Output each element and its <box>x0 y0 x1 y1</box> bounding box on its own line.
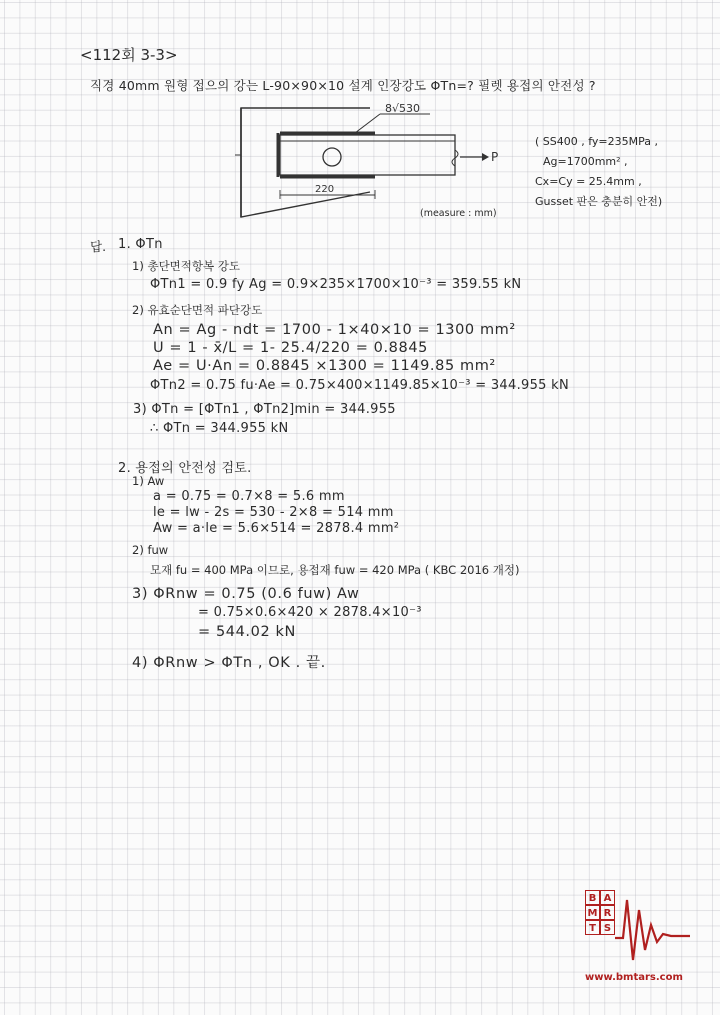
connection-diagram <box>235 100 505 225</box>
given-line-2: Ag=1700mm² , <box>543 155 628 168</box>
s2-part3-eq3: = 544.02 kN <box>198 624 296 640</box>
logo-url: www.bmtars.com <box>585 972 683 983</box>
s1-part2-eq3: Ae = U·An = 0.8845 ×1300 = 1149.85 mm² <box>153 358 496 374</box>
s1-part1-title: 1) 총단면적항복 강도 <box>132 259 240 273</box>
s1-part2-eq2: U = 1 - x̄/L = 1- 25.4/220 = 0.8845 <box>153 340 428 356</box>
gusset-plate-outline <box>241 108 370 217</box>
s1-part1-eq: ΦTn1 = 0.9 fy Ag = 0.9×235×1700×10⁻³ = 359.55 kN <box>150 277 522 292</box>
s2-part3-eq2: = 0.75×0.6×420 × 2878.4×10⁻³ <box>198 605 422 620</box>
logo-letter-m: M <box>585 905 600 920</box>
s1-part2-eq1: An = Ag - ndt = 1700 - 1×40×10 = 1300 mm² <box>153 322 516 338</box>
problem-statement: 직경 40mm 원형 접으의 강는 L-90×90×10 설계 인장강도 ΦTn=? 필렛 용접의 안전성 ? <box>90 78 596 93</box>
s2-part4-eq: 4) ΦRnw > ΦTn , OK . 끝. <box>132 655 326 671</box>
s2-part2-title: 2) fuw <box>132 543 169 557</box>
given-values <box>535 132 662 212</box>
s1-part3-eq2: ∴ ΦTn = 344.955 kN <box>150 421 289 436</box>
s2-part1-eq1: a = 0.75 = 0.7×8 = 5.6 mm <box>153 489 345 504</box>
load-label: P <box>491 150 499 164</box>
s1-part3-eq1: 3) ΦTn = [ΦTn1 , ΦTn2]min = 344.955 <box>133 402 396 417</box>
s2-part1-eq2: le = lw - 2s = 530 - 2×8 = 514 mm <box>153 505 394 520</box>
section-2-heading: 2. 용접의 안전성 검토. <box>118 461 252 476</box>
dimension-label: 220 <box>315 184 335 195</box>
bmtars-logo <box>585 890 690 990</box>
logo-letter-s: S <box>600 920 615 935</box>
answer-label: 답. <box>90 239 107 254</box>
s2-part3-eq1: 3) ΦRnw = 0.75 (0.6 fuw) Aw <box>132 586 360 602</box>
load-arrow-head <box>482 153 489 161</box>
logo-letter-b: B <box>585 890 600 905</box>
bolt-hole <box>323 148 341 166</box>
units-note: (measure : mm) <box>420 208 497 219</box>
pulse-graphic <box>615 890 690 968</box>
s1-part2-eq4: ΦTn2 = 0.75 fu·Ae = 0.75×400×1149.85×10⁻³ = 344.955 kN <box>150 378 569 393</box>
given-line-1: ( SS400 , fy=235MPa , <box>535 135 659 148</box>
section-1-heading: 1. ΦTn <box>118 237 163 252</box>
s2-part1-title: 1) Aw <box>132 474 165 488</box>
s1-part2-title: 2) 유효순단면적 파단강도 <box>132 303 263 317</box>
logo-letter-t: T <box>585 920 600 935</box>
logo-letter-a: A <box>600 890 615 905</box>
logo-letter-r: R <box>600 905 615 920</box>
given-line-3: Cx=Cy = 25.4mm , <box>535 175 642 188</box>
given-line-4: Gusset 판은 충분히 안전) <box>535 195 663 208</box>
s2-part1-eq3: Aw = a·le = 5.6×514 = 2878.4 mm² <box>153 521 400 536</box>
weld-leader <box>355 114 380 133</box>
page-title: <112회 3-3> <box>80 46 178 64</box>
weld-label: 8√530 <box>385 102 421 115</box>
s2-part2-eq: 모재 fu = 400 MPa 이므로, 용접재 fuw = 420 MPa ( KBC 2016 개정) <box>150 563 520 577</box>
